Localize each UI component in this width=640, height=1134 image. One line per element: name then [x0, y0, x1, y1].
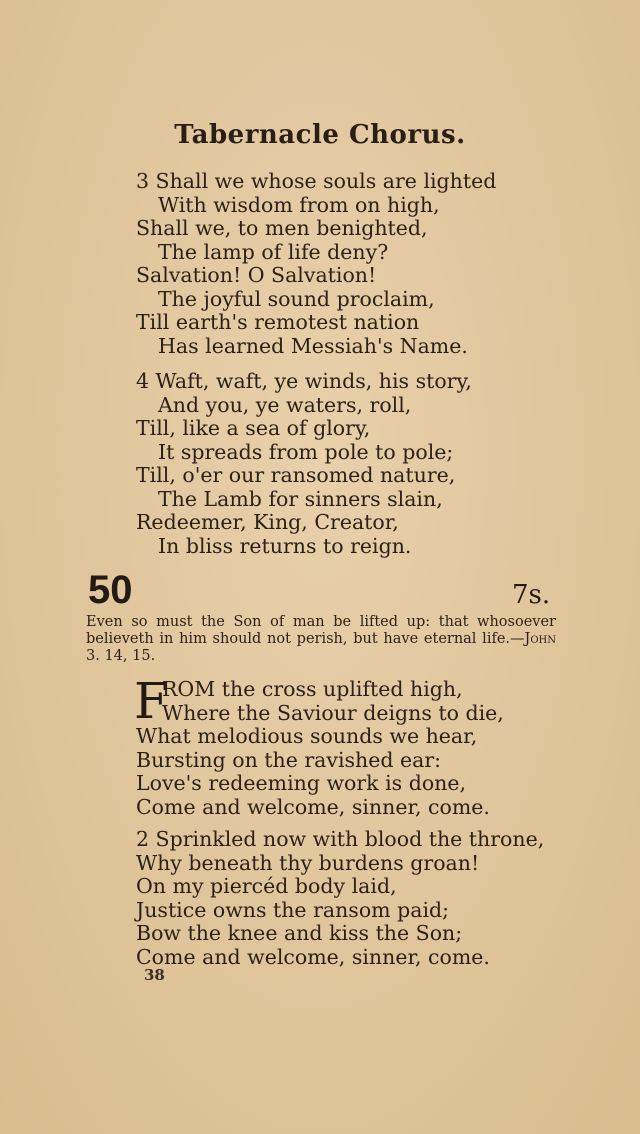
verse-line: Justice owns the ransom paid;: [136, 897, 450, 922]
verse-line: Love's redeeming work is done,: [136, 771, 467, 795]
verse-line: Redeemer, King, Creator,: [136, 510, 399, 534]
verse-line: And you, ye waters, roll,: [158, 392, 412, 417]
scripture-book: John: [524, 631, 556, 647]
verse-line: Come and welcome, sinner, come.: [136, 794, 490, 819]
verse-line: Why beneath thy burdens groan!: [136, 850, 480, 875]
verse-line: The lamp of life deny?: [158, 239, 389, 264]
verse-line: Till, o'er our ransomed nature,: [136, 463, 456, 487]
verse-line: Till earth's remotest nation: [136, 310, 420, 334]
scripture-text: Even so must the Son of man be lifted up: that whosoever believeth in him should not perish, but have eternal life.—: [86, 614, 556, 647]
verse-line: 2 Sprinkled now with blood the throne,: [136, 827, 545, 851]
stanza-4: [136, 370, 472, 558]
verse-line: ROM the cross uplifted high,: [162, 677, 463, 701]
verse-line: Salvation! O Salvation!: [136, 263, 377, 287]
scripture-verse: 3. 14, 15.: [86, 648, 156, 664]
verse-line: With wisdom from on high,: [158, 192, 440, 217]
verse-line: In bliss returns to reign.: [158, 533, 412, 558]
hymn-50-stanza-2: [136, 828, 544, 969]
verse-line: Come and welcome, sinner, come.: [136, 944, 490, 969]
verse-line: It spreads from pole to pole;: [158, 439, 454, 464]
hymn-number: 50: [88, 568, 133, 612]
page-number: 38: [144, 966, 165, 984]
hymn-meter: 7s.: [512, 580, 551, 610]
verse-line: The joyful sound proclaim,: [158, 286, 435, 311]
verse-line: Shall we, to men benighted,: [136, 216, 428, 240]
verse-line: 4 Waft, waft, ye winds, his story,: [136, 369, 472, 393]
verse-line: The Lamb for sinners slain,: [158, 486, 443, 511]
scripture-epigraph: [86, 614, 556, 665]
stanza-3: [136, 170, 496, 358]
verse-line: What melodious sounds we hear,: [136, 724, 478, 748]
verse-line: On my piercéd body laid,: [136, 874, 397, 898]
verse-line: Bursting on the ravished ear:: [136, 747, 442, 772]
verse-line: Till, like a sea of glory,: [136, 416, 371, 440]
verse-line: Bow the knee and kiss the Son;: [136, 921, 463, 945]
hymn-50-stanza-1: [134, 672, 504, 819]
verse-line: 3 Shall we whose souls are lighted: [136, 169, 497, 193]
running-header: Tabernacle Chorus.: [174, 120, 466, 150]
drop-cap: F: [134, 672, 169, 730]
verse-line: Has learned Messiah's Name.: [158, 333, 468, 358]
verse-line: Where the Saviour deigns to die,: [162, 700, 504, 725]
